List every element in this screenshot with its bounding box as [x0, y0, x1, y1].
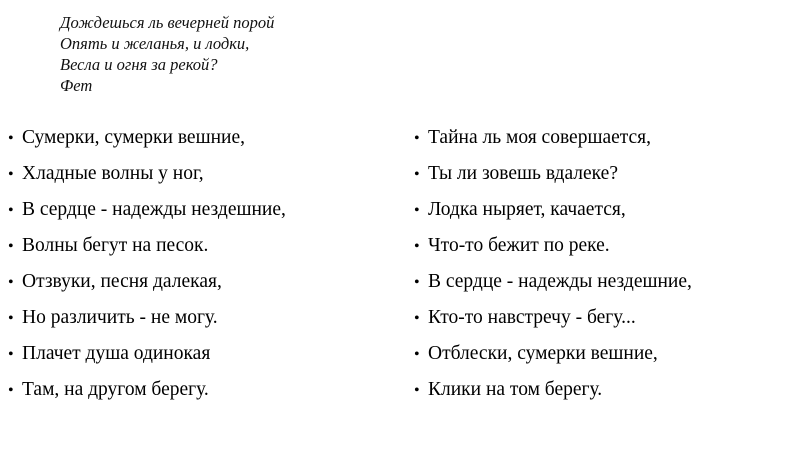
bullet-icon: • [8, 166, 14, 183]
bullet-icon: • [414, 130, 420, 147]
poem-line-text: Хладные волны у ног, [22, 163, 204, 184]
epigraph-line: Дождешься ль вечерней порой [60, 13, 275, 32]
poem-line [8, 228, 286, 264]
poem-line [8, 300, 286, 336]
poem-line [414, 192, 692, 228]
epigraph [60, 12, 274, 96]
bullet-icon: • [8, 130, 14, 147]
poem-line-text: Кто-то навстречу - бегу... [428, 307, 636, 328]
bullet-icon: • [414, 202, 420, 219]
poem-line [8, 120, 286, 156]
poem-line [414, 228, 692, 264]
poem-line [8, 336, 286, 372]
poem-line [8, 156, 286, 192]
poem-line-text: Плачет душа одинокая [22, 343, 211, 364]
poem-line-text: Но различить - не могу. [22, 307, 218, 328]
poem-left-column [8, 120, 286, 408]
poem-line-text: Сумерки, сумерки вешние, [22, 127, 246, 148]
bullet-icon: • [414, 382, 420, 399]
poem-line [8, 372, 286, 408]
bullet-icon: • [414, 310, 420, 327]
epigraph-author: Фет [60, 76, 93, 95]
poem-line [414, 264, 692, 300]
poem-line-text: Там, на другом берегу. [22, 379, 209, 400]
poem-right-column [414, 120, 692, 408]
poem-line [8, 264, 286, 300]
epigraph-line: Опять и желанья, и лодки, [60, 34, 250, 53]
poem-line-text: Ты ли зовешь вдалеке? [428, 163, 618, 184]
poem-line-text: Лодка ныряет, качается, [428, 199, 626, 220]
poem-line-text: В сердце - надежды нездешние, [22, 199, 286, 220]
poem-line-text: Что-то бежит по реке. [428, 235, 610, 256]
bullet-icon: • [414, 166, 420, 183]
poem-line-text: Волны бегут на песок. [22, 235, 209, 256]
bullet-icon: • [414, 238, 420, 255]
epigraph-line: Весла и огня за рекой? [60, 55, 218, 74]
bullet-icon: • [8, 238, 14, 255]
bullet-icon: • [414, 346, 420, 363]
bullet-icon: • [8, 346, 14, 363]
poem-line [414, 156, 692, 192]
poem-line [8, 192, 286, 228]
poem-line [414, 336, 692, 372]
poem-line-text: В сердце - надежды нездешние, [428, 271, 692, 292]
poem-line-text: Отзвуки, песня далекая, [22, 271, 222, 292]
poem-line [414, 120, 692, 156]
bullet-icon: • [8, 274, 14, 291]
poem-line [414, 300, 692, 336]
poem-line-text: Клики на том берегу. [428, 379, 603, 400]
poem-line-text: Тайна ль моя совершается, [428, 127, 652, 148]
bullet-icon: • [8, 382, 14, 399]
bullet-icon: • [414, 274, 420, 291]
bullet-icon: • [8, 202, 14, 219]
poem-line-text: Отблески, сумерки вешние, [428, 343, 658, 364]
bullet-icon: • [8, 310, 14, 327]
poem-line [414, 372, 692, 408]
